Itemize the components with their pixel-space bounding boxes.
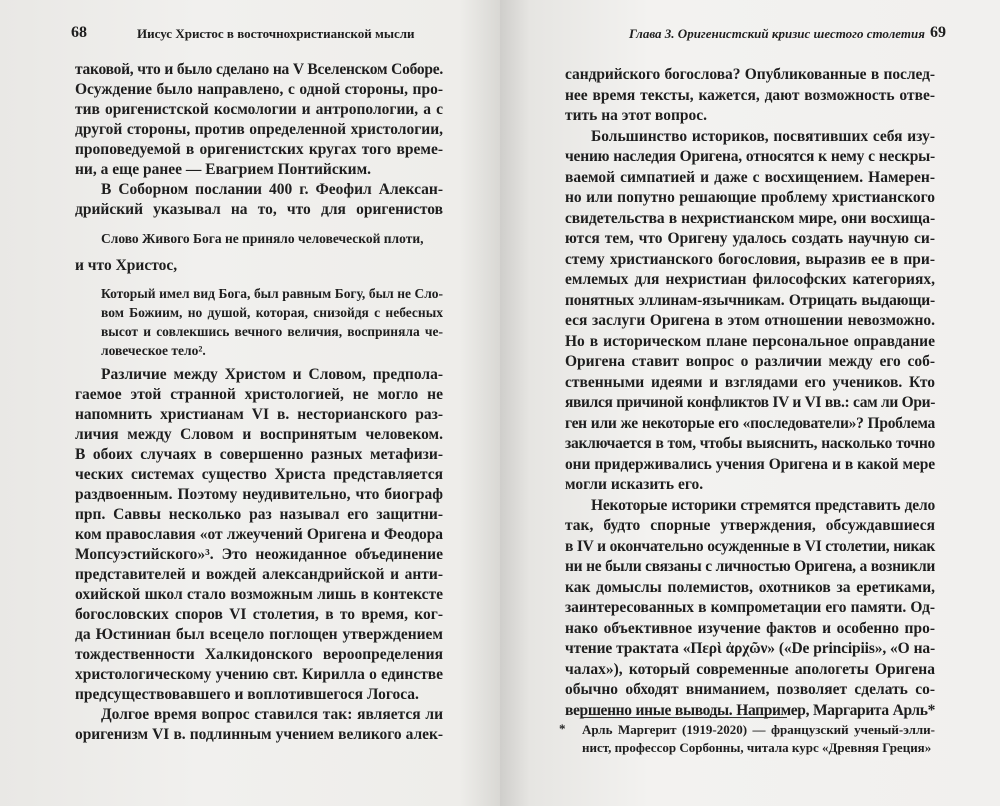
text-line: свидетельства в нехристианском мире, они восхища- bbox=[565, 209, 935, 227]
text-line: Долгое время вопрос ставился так: является ли bbox=[101, 706, 443, 723]
text-line: христологическому учению свт. Кирилла о единстве bbox=[75, 666, 443, 683]
text-line: так, будто спорные утверждения, обсуждавшиеся bbox=[565, 517, 935, 534]
text-line: явился причиной конфликтов IV и VI вв.: сам ли Ори- bbox=[565, 394, 935, 411]
text-line: нее время тексты, кажется, дают возможность отве- bbox=[565, 86, 935, 104]
page-body bbox=[565, 65, 935, 721]
text-line: ком православия «от лжеучений Оригена и Феодора bbox=[75, 526, 443, 543]
text-line: Который имел вид Бога, был равным Богу, был не Сло- bbox=[101, 286, 443, 301]
text-line: прп. Саввы несколько раз называл его защитни- bbox=[75, 506, 443, 523]
page-number: 69 bbox=[930, 24, 946, 41]
text-line: еся заслуги Оригена в этом отношении невозможно. bbox=[565, 312, 935, 329]
text-line: ческих системах существо Христа представляется bbox=[75, 466, 443, 483]
text-line: стему христианского богословия, выразив ее в при- bbox=[565, 250, 935, 268]
footnote-rule bbox=[582, 717, 787, 718]
page-body bbox=[75, 60, 443, 745]
paragraph bbox=[75, 365, 443, 705]
text-line: чтение трактата «Περὶ ἀρχῶν» («De principiis», «О на- bbox=[565, 640, 935, 657]
text-line: чалах»), который современные апологеты Оригена bbox=[565, 660, 935, 678]
paragraph bbox=[75, 60, 443, 180]
text-line: представителей и вождей александрийской и анти- bbox=[75, 566, 443, 583]
text-line: В Соборном послании 400 г. Феофил Алексан- bbox=[101, 181, 443, 198]
text-line: Но в историческом плане персональное оправдание bbox=[565, 332, 935, 350]
text-line: В обоих случаях в совершенно разных метафизи- bbox=[75, 446, 443, 463]
block-quote bbox=[75, 284, 443, 360]
text-line: напомнить христианам VI в. несторианского раз- bbox=[75, 406, 443, 423]
paragraph bbox=[565, 127, 935, 496]
text-line: в IV и окончательно осужденные в VI столетии, никак bbox=[565, 537, 935, 555]
text-line: другой стороны, против определенной христологии, bbox=[75, 121, 443, 138]
text-line: предсуществовавшего и воплотившегося Логоса. bbox=[75, 686, 419, 703]
text-line: проповедуемой в оригенистских кругах того време- bbox=[75, 141, 443, 158]
text-line: могли исказить его. bbox=[565, 476, 704, 493]
text-line: тив оригенистской космологии и антропологии, а с bbox=[75, 101, 443, 118]
paragraph bbox=[75, 705, 443, 745]
text-line: оригенизм VI в. подлинным учением великого алек- bbox=[75, 726, 443, 743]
footnote-line: нист, профессор Сорбонны, читала курс «Древняя Греция» bbox=[582, 740, 932, 755]
text-line: таковой, что и было сделано на V Вселенском Соборе. bbox=[75, 61, 443, 78]
paragraph bbox=[75, 256, 443, 276]
text-line: Слово Живого Бога не приняло человеческой плоти, bbox=[101, 231, 424, 246]
text-line: они придерживались учения Оригена и в какой мере bbox=[565, 455, 935, 473]
text-line: ловеческое тело². bbox=[101, 343, 206, 358]
text-line: понятных эллинам-язычникам. Отрицать выдающи- bbox=[565, 291, 935, 309]
text-line: Мопсуэстийского»³. Это неожиданное объединение bbox=[75, 546, 443, 563]
text-line: как домыслы полемистов, охотников за еретиками, bbox=[565, 578, 935, 596]
text-line: ген или же некоторые его «последователи»? Проблема bbox=[565, 414, 935, 432]
text-line: заинтересованных в компрометации его памяти. Од- bbox=[565, 599, 935, 616]
text-line: обычно обходят вниманием, позволяет сделать со- bbox=[565, 681, 935, 698]
text-line: нако объективное изучение фактов и особенно про- bbox=[565, 619, 935, 637]
text-line: вом Божиим, но душой, которая, снизойдя с небесных bbox=[101, 305, 443, 320]
text-line: высот и совлекшись вечного величия, восприняла че- bbox=[101, 324, 443, 339]
text-line: сандрийского богослова? Опубликованные в послед- bbox=[565, 66, 935, 83]
paragraph bbox=[565, 65, 935, 127]
running-head: Иисус Христос в восточнохристианской мысли bbox=[137, 26, 415, 41]
text-line: дрийский указывал на то, что для оригенистов bbox=[75, 201, 443, 218]
text-line: вершенно иные выводы. Например, Маргарита Арль* bbox=[565, 701, 935, 719]
text-line: чению наследия Оригена, относятся к нему с нескры- bbox=[565, 148, 935, 165]
page-number: 68 bbox=[71, 24, 87, 41]
text-line: тить на этот вопрос. bbox=[565, 107, 707, 124]
text-line: богословских споров VI столетия, в то время, ког- bbox=[75, 606, 443, 623]
text-line: Различие между Христом и Словом, предпола- bbox=[101, 366, 443, 383]
text-line: Оригена ставит вопрос о различии между его соб- bbox=[565, 353, 935, 370]
text-line: гаемое этой странной христологией, не могло не bbox=[75, 386, 443, 403]
block-quote bbox=[75, 229, 443, 248]
text-line: Большинство историков, посвятивших себя изу- bbox=[591, 127, 935, 145]
right-page bbox=[500, 0, 1000, 806]
text-line: ни, а еще ранее — Евагрием Понтийским. bbox=[75, 161, 372, 178]
text-line: личия между Словом и воспринятым человеком. bbox=[75, 426, 443, 443]
text-line: но или попутно решающие проблему христианского bbox=[565, 189, 935, 206]
paragraph bbox=[75, 180, 443, 220]
text-line: и что Христос, bbox=[75, 257, 178, 274]
text-line: заключается в том, чтобы выяснить, насколько точно bbox=[565, 435, 935, 452]
text-line: раздвоенным. Поэтому неудивительно, что биограф bbox=[75, 486, 443, 503]
footnote bbox=[582, 721, 935, 757]
footnote-marker: * bbox=[559, 721, 566, 736]
footnote-line: Арль Маргерит (1919-2020) — французский ученый-элли- bbox=[582, 722, 935, 737]
text-line: ваемой симпатией и даже с восхищением. Намерен- bbox=[565, 168, 935, 186]
text-line: Осуждение было направлено, с одной стороны, про- bbox=[75, 81, 443, 98]
running-head: Глава 3. Оригенистский кризис шестого столетия bbox=[629, 26, 925, 41]
text-line: емлемых для нехристиан философских категориях, bbox=[565, 271, 935, 288]
text-line: да Юстиниан был всецело поглощен утверждением bbox=[75, 626, 443, 643]
text-line: ни не были связаны с личностью Оригена, а возникли bbox=[565, 558, 935, 575]
paragraph bbox=[565, 496, 935, 722]
text-line: Некоторые историки стремятся представить дело bbox=[591, 496, 935, 514]
text-line: ственными идеями и взглядами его учеников. Кто bbox=[565, 373, 935, 391]
text-line: ются тем, что Оригену удалось создать научную си- bbox=[565, 230, 935, 247]
text-line: тождественности Халкидонского вероопределения bbox=[75, 646, 443, 663]
text-line: охийской школ стало возможным лишь в контексте bbox=[75, 586, 443, 603]
